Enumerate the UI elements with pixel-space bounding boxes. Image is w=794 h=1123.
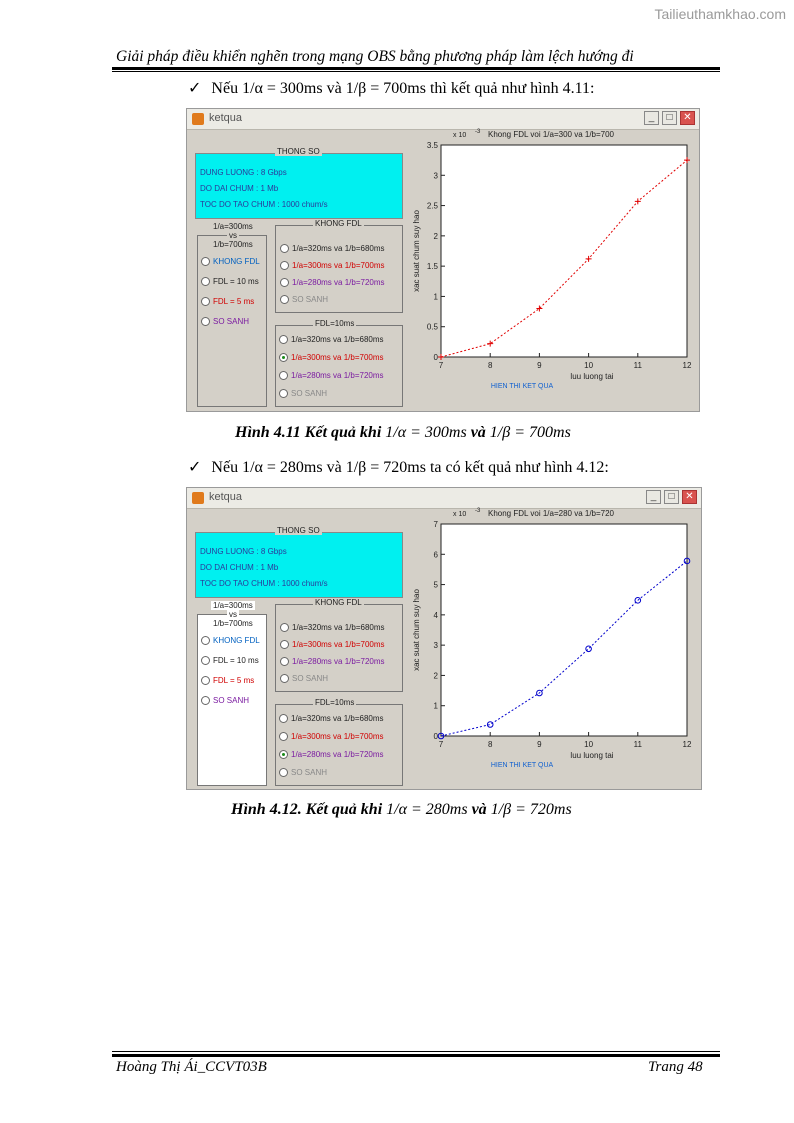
ketqua-window-2 [186, 487, 702, 790]
caption-connector: và [466, 424, 490, 441]
chart-title: Khong FDL voi 1/a=300 va 1/b=700 [487, 130, 615, 139]
footer-page-number: Trang 48 [648, 1059, 703, 1075]
radio-label: SO SANH [291, 768, 328, 777]
radio-label: 1/a=320ms va 1/b=680ms [291, 714, 384, 723]
x-axis-label: luu luong tai [570, 372, 614, 381]
plot-area [441, 145, 687, 357]
maximize-icon[interactable]: □ [662, 111, 677, 125]
radio-label: 1/a=300ms va 1/b=700ms [291, 732, 384, 741]
radio-label: FDL = 5 ms [213, 676, 255, 685]
header-rule-thin [112, 71, 720, 72]
mode-panel-title: 1/b=700ms [213, 619, 253, 628]
x-tick-label: 8 [487, 740, 493, 749]
minimize-icon[interactable]: _ [644, 111, 659, 125]
radio-label: SO SANH [292, 295, 329, 304]
caption-math-alpha: 1/α = 300ms [385, 424, 467, 441]
y-tick-label: 1.5 [426, 262, 438, 272]
radio-label: 1/a=280ms va 1/b=720ms [292, 657, 385, 666]
caption-label: Hình 4.11 Kết quả khi [235, 424, 386, 441]
radio-label: 1/a=320ms va 1/b=680ms [292, 623, 385, 632]
x-tick-label: 11 [633, 361, 642, 370]
thong-so-title: THONG SO [277, 526, 320, 535]
radio-label: 1/a=320ms va 1/b=680ms [292, 244, 385, 253]
radio-label: 1/a=300ms va 1/b=700ms [292, 640, 385, 649]
fdl-group-title: FDL=10ms [315, 698, 355, 707]
y-tick-label: 2 [433, 671, 438, 681]
bullet-text: Nếu 1/α = 300ms và 1/β = 700ms [211, 80, 426, 97]
x-tick-label: 10 [584, 740, 594, 749]
x-tick-label: 8 [487, 361, 493, 370]
thong-so-line: DUNG LUONG : 8 Gbps [200, 547, 287, 556]
caption-math-beta: 1/β = 720ms [490, 801, 572, 818]
footer-rule-thin [112, 1051, 720, 1052]
radio-label: SO SANH [292, 674, 329, 683]
header-title: Giải pháp điều khiển nghẽn trong mạng OBS bằng phương pháp làm lệch hướng đi [116, 48, 634, 65]
thong-so-line: DUNG LUONG : 8 Gbps [200, 168, 287, 177]
caption-label: Hình 4.12. Kết quả khi [231, 801, 387, 818]
figure-caption-4-11 [235, 424, 571, 442]
header-rule [112, 67, 720, 70]
thong-so-line: TOC DO TAO CHUM : 1000 chum/s [200, 579, 328, 588]
y-tick-label: 6 [433, 550, 438, 560]
x-tick-label: 12 [682, 361, 692, 370]
window-title: ketqua [209, 491, 243, 503]
bullet-text-tail: ta có kết quả như hình 4.12: [425, 459, 609, 476]
mode-panel-title: vs [229, 231, 237, 240]
x-tick-label: 7 [438, 740, 444, 749]
radio-label: SO SANH [291, 389, 328, 398]
show-result-button[interactable]: HIEN THI KET QUA [490, 383, 554, 390]
radio-label: KHONG FDL [213, 257, 260, 266]
maximize-icon[interactable]: □ [664, 490, 679, 504]
y-tick-label: 7 [433, 520, 438, 529]
x-tick-label: 12 [682, 740, 692, 749]
window-title: ketqua [209, 112, 243, 124]
y-tick-label: 2 [433, 231, 438, 241]
y-tick-label: 3 [433, 171, 438, 181]
y-tick-label: 1 [433, 292, 438, 302]
khong-fdl-group-title: KHONG FDL [315, 219, 362, 228]
mode-panel-title: 1/a=300ms [213, 222, 253, 231]
figure-caption-4-12 [231, 801, 572, 819]
radio-label: FDL = 5 ms [213, 297, 255, 306]
mode-panel-title: 1/a=300ms [213, 601, 253, 610]
caption-math-alpha: 1/α = 280ms [386, 801, 468, 818]
caption-math-beta: 1/β = 700ms [489, 424, 571, 441]
check-icon: ✓ [188, 459, 202, 476]
thong-so-title: THONG SO [277, 147, 320, 156]
footer-author: Hoàng Thị Ái_CCVT03B [116, 1059, 267, 1075]
radio-label: KHONG FDL [213, 636, 260, 645]
y-tick-label: 5 [433, 580, 438, 590]
radio-label: 1/a=280ms va 1/b=720ms [291, 371, 384, 380]
radio-label: 1/a=300ms va 1/b=700ms [292, 261, 385, 270]
minimize-icon[interactable]: _ [646, 490, 661, 504]
chart-svg [187, 488, 702, 790]
exponent-power: -3 [475, 129, 481, 135]
footer-rule [112, 1054, 720, 1057]
y-axis-label: xac suat chum suy hao [412, 210, 421, 292]
x-axis-label: luu luong tai [570, 751, 614, 760]
y-tick-label: 0.5 [426, 322, 438, 332]
mode-panel-title: vs [229, 610, 237, 619]
close-icon[interactable]: ✕ [680, 111, 695, 125]
fdl-group-title: FDL=10ms [315, 319, 355, 328]
bullet-text-tail: thì kết quả như hình 4.11: [425, 80, 595, 97]
bullet-1 [188, 78, 594, 98]
y-tick-label: 4 [433, 610, 438, 620]
chart-title: Khong FDL voi 1/a=280 va 1/b=720 [487, 509, 615, 518]
bullet-text: Nếu 1/α = 280ms và 1/β = 720ms [211, 459, 426, 476]
y-tick-label: 2.5 [426, 201, 438, 211]
exponent-label: x 10 [453, 132, 467, 139]
show-result-button[interactable]: HIEN THI KET QUA [490, 762, 554, 769]
thong-so-line: TOC DO TAO CHUM : 1000 chum/s [200, 200, 328, 209]
thong-so-line: DO DAI CHUM : 1 Mb [200, 184, 279, 193]
y-tick-label: 0 [433, 353, 438, 362]
radio-label: SO SANH [213, 696, 250, 705]
radio-label: 1/a=280ms va 1/b=720ms [292, 278, 385, 287]
exponent-label: x 10 [453, 511, 467, 518]
watermark: Tailieuthamkhao.com [654, 6, 786, 22]
x-tick-label: 10 [584, 361, 594, 370]
close-icon[interactable]: ✕ [682, 490, 697, 504]
x-tick-label: 11 [633, 740, 642, 749]
radio-label: FDL = 10 ms [213, 277, 259, 286]
radio-label: 1/a=300ms va 1/b=700ms [291, 353, 384, 362]
exponent-power: -3 [475, 508, 481, 514]
check-icon: ✓ [188, 80, 202, 97]
radio-label: SO SANH [213, 317, 250, 326]
ketqua-window-1 [186, 108, 700, 412]
chart-svg [187, 109, 700, 412]
x-tick-label: 9 [537, 740, 542, 749]
x-tick-label: 9 [537, 361, 542, 370]
y-tick-label: 0 [433, 732, 438, 741]
plot-area [441, 524, 687, 736]
y-tick-label: 3 [433, 641, 438, 651]
radio-label: 1/a=320ms va 1/b=680ms [291, 335, 384, 344]
radio-label: 1/a=280ms va 1/b=720ms [291, 750, 384, 759]
y-axis-label: xac suat chum suy hao [412, 589, 421, 671]
mode-panel-title: 1/b=700ms [213, 240, 253, 249]
thong-so-line: DO DAI CHUM : 1 Mb [200, 563, 279, 572]
khong-fdl-group-title: KHONG FDL [315, 598, 362, 607]
x-tick-label: 7 [438, 361, 444, 370]
y-tick-label: 3.5 [426, 141, 438, 150]
y-tick-label: 1 [433, 701, 438, 711]
radio-label: FDL = 10 ms [213, 656, 259, 665]
caption-connector: và [467, 801, 491, 818]
bullet-2 [188, 457, 609, 477]
